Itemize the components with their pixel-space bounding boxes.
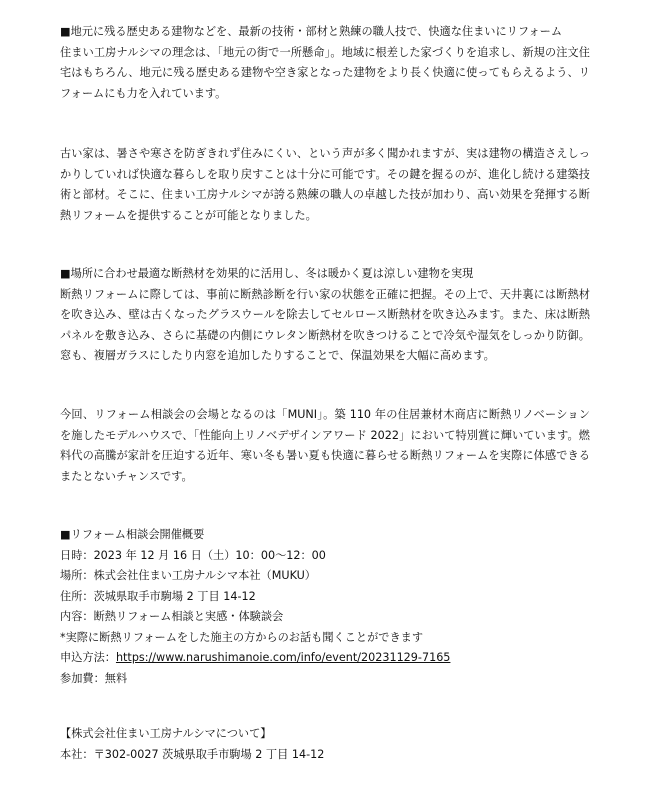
- apply-label: 申込方法：: [60, 651, 116, 664]
- paragraph: 今回、リフォーム相談会の会場となるのは「MUNI」。築 110 年の住居兼材木商店に断熱リノベーションを施したモデルハウスで、「性能向上リノベデザインアワード 2022」において特別賞に輝いています。燃料代の高騰が家計を圧迫する近年、寒い冬も暑い夏も快適に暮らせる断熱リフォームを実際に体感できるまたとないチャンスです。: [60, 408, 590, 483]
- paragraph: 古い家は、暑さや寒さを防ぎきれず住みにくい、という声が多く聞かれますが、実は建物の構造さえしっかりしていれば快適な暮らしを取り戻すことは十分に可能です。その鍵を握るのが、進化し続ける建築技術と部材。そこに、住まい工房ナルシマが誇る熟練の職人の卓越した技が加わり、高い効果を発揮する断熱リフォームを提供することが可能となりました。: [60, 147, 590, 222]
- company-hq: 本社：〒302-0027 茨城県取手市駒場 2 丁目 14-12: [60, 747, 325, 761]
- company-info: [60, 724, 590, 765]
- event-overview: [60, 525, 590, 689]
- section-old-house: [60, 144, 590, 226]
- paragraph: 住まい工房ナルシマの理念は、「地元の街で一所懸命」。地域に根差した家づくりを追求し、新規の注文住宅はもちろん、地元に残る歴史ある建物や空き家となった建物をより長く快適に使ってもらえるよう、リフォームにも力を入れています。: [60, 45, 590, 100]
- section-heading: ■地元に残る歴史ある建物などを、最新の技術・部材と熟練の職人技で、快適な住まいにリフォーム: [60, 25, 563, 38]
- section-heading: ■場所に合わせ最適な断熱材を効果的に活用し、冬は暖かく夏は涼しい建物を実現: [60, 267, 474, 280]
- event-place: 場所：株式会社住まい工房ナルシマ本社（MUKU）: [60, 569, 316, 582]
- event-date: 日時：2023 年 12 月 16 日（土）10：00～12：00: [60, 548, 326, 562]
- paragraph: 断熱リフォームに際しては、事前に断熱診断を行い家の状態を正確に把握。その上で、天井裏には断熱材を吹き込み、壁は古くなったグラスウールを除去してセルロース断熱材を吹き込みます。また、床は断熱パネルを敷き込み、さらに基礎の内側にウレタン断熱材を吹きつけることで冷気や湿気をしっかり防御。窓も、複層ガラスにしたり内窓を追加したりすることで、保温効果を大幅に高めます。: [60, 287, 590, 362]
- event-note: *実際に断熱リフォームをした施主の方からのお話も聞くことができます: [60, 630, 424, 644]
- event-heading: ■リフォーム相談会開催概要: [60, 528, 205, 541]
- event-content: 内容：断熱リフォーム相談と実感・体験談会: [60, 610, 284, 623]
- event-apply: [60, 648, 590, 669]
- section-heritage: [60, 22, 590, 104]
- event-address: 住所：茨城県取手市駒場 2 丁目 14-12: [60, 589, 256, 603]
- event-fee: 参加費：無料: [60, 671, 128, 685]
- apply-link[interactable]: https://www.narushimanoie.com/info/event/20231129-7165: [115, 651, 451, 664]
- company-heading: 【株式会社住まい工房ナルシマについて】: [60, 727, 272, 740]
- section-muni: [60, 405, 590, 487]
- section-insulation: [60, 264, 590, 367]
